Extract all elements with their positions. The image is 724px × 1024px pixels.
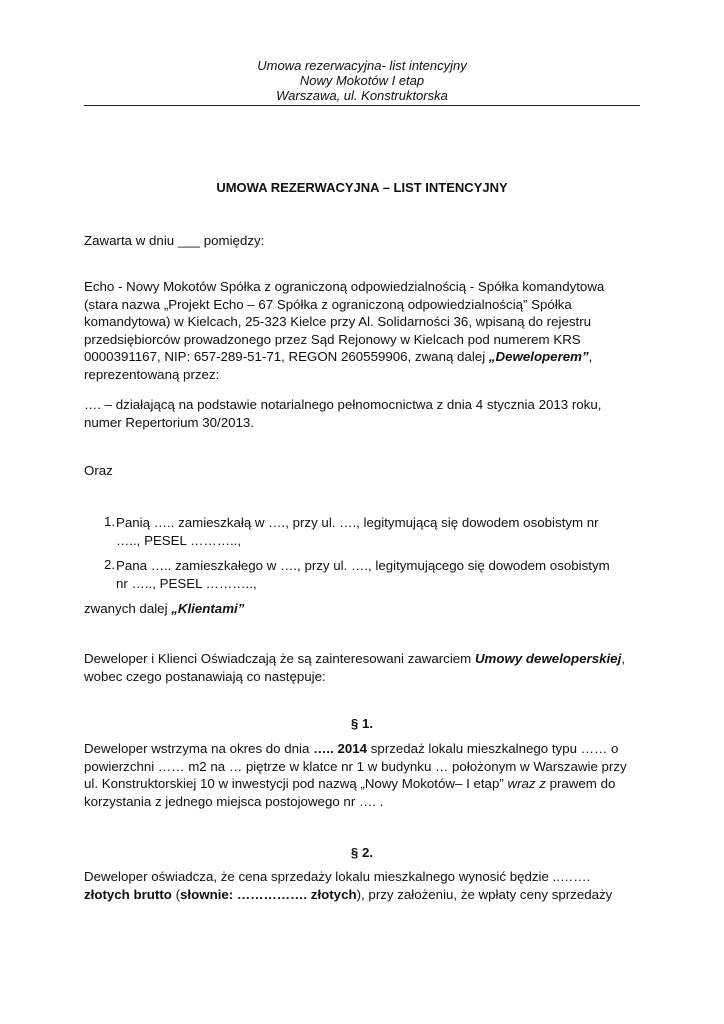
proxy-line-2: numer Repertorium 30/2013. <box>84 414 254 430</box>
client-1-item <box>116 514 640 549</box>
intro-paragraph: Zawarta w dniu ___ pomiędzy: <box>84 233 265 248</box>
client-2-line-2: nr ….., PESEL ……….., <box>116 575 257 591</box>
section-2-heading: § 2. <box>350 845 374 860</box>
developer-line-2: (stara nazwa „Projekt Echo – 67 Spółka z ograniczoną odpowiedzialnością” Spółka <box>84 296 572 312</box>
client-1-line-2: ….., PESEL ……….., <box>116 532 242 548</box>
client-2-number: 2. <box>104 557 116 572</box>
section-1-line-1 <box>84 740 640 758</box>
clients-term: „Klientami” <box>171 601 245 616</box>
client-2-line-1: Pana ….. zamieszkałego w …., przy ul. …., legitymującego się dowodem osobistym <box>116 558 610 573</box>
developer-line-5-text: 0000391167, NIP: 657-289-51-71, REGON 260559906, zwaną dalej <box>84 349 489 364</box>
section-1-italic: wraz z <box>507 776 546 791</box>
section-1-line-3 <box>84 775 640 793</box>
section-1-heading: § 1. <box>350 716 374 731</box>
section-1-paragraph <box>84 740 640 810</box>
section-2-paragraph <box>84 868 640 903</box>
developer-line-5 <box>84 348 640 366</box>
section-2-paren: ( <box>171 886 181 902</box>
developer-line-1: Echo - Nowy Mokotów Spółka z ograniczoną odpowiedzialnością - Spółka komandytowa <box>84 279 605 294</box>
developer-line-3: komandytowa) w Kielcach, 25-323 Kielce przy Al. Solidarności 36, wpisaną do rejestru <box>84 314 592 329</box>
declaration-paragraph <box>84 650 640 685</box>
oraz-label: Oraz <box>84 463 113 478</box>
section-1-line-3-text: ul. Konstruktorskiej 10 w inwestycji pod nazwą „Nowy Mokotów– I etap” <box>84 776 508 791</box>
developer-term: „Deweloperem” <box>488 349 589 364</box>
header-line-2: Nowy Mokotów I etap <box>299 73 425 88</box>
document-header <box>84 58 640 103</box>
section-1-line-3-end: prawem do <box>545 776 616 791</box>
header-line-3: Warszawa, ul. Konstruktorska <box>276 88 448 103</box>
developer-line-4: przedsiębiorców prowadzonego przez Sąd Rejonowy w Kielcach pod numerem KRS <box>84 331 581 347</box>
developer-line-5-end: , <box>588 349 593 364</box>
price-gross: złotych brutto <box>84 886 172 902</box>
developer-paragraph <box>84 278 640 383</box>
section-1-line-2: powierzchni …… m2 na … piętrze w klatce nr 1 w budynku … położonym w Warszawie przy <box>84 758 627 774</box>
declaration-text: Deweloper i Klienci Oświadczają że są zainteresowani zawarciem <box>84 651 475 666</box>
reservation-deadline: ….. 2014 <box>313 741 368 756</box>
header-line-1: Umowa rezerwacyjna- list intencyjny <box>257 58 467 73</box>
developer-agreement-term: Umowy deweloperskiej <box>474 651 622 666</box>
section-1-line-4: korzystania z jednego miejsca postojowego nr …. . <box>84 793 384 809</box>
developer-line-6: reprezentowaną przez: <box>84 366 220 382</box>
price-in-words: słownie: ……………. złotych <box>180 886 357 902</box>
section-2-line-2 <box>84 886 640 904</box>
section-2-line-2-end: ), przy założeniu, że wpłaty ceny sprzedaży <box>356 886 613 902</box>
section-1-line-1-end: sprzedaż lokalu mieszkalnego typu …… o <box>367 741 619 756</box>
declaration-line-1 <box>84 650 640 668</box>
declaration-end: , <box>621 651 625 666</box>
clients-named-line <box>84 600 640 618</box>
section-2-line-1: Deweloper oświadcza, że cena sprzedaży lokalu mieszkalnego wynosić będzie ..……. <box>84 869 591 884</box>
client-1-line-1: Panią ….. zamieszkałą w …., przy ul. …., legitymującą się dowodem osobistym nr <box>116 515 599 530</box>
proxy-paragraph <box>84 396 640 431</box>
proxy-line-1: …. – działającą na podstawie notarialnego pełnomocnictwa z dnia 4 stycznia 2013 roku, <box>84 397 602 412</box>
client-2-item <box>116 557 640 592</box>
document-title: UMOWA REZERWACYJNA – LIST INTENCYJNY <box>216 180 508 195</box>
clients-named-text: zwanych dalej <box>84 601 172 616</box>
section-1-line-1-text: Deweloper wstrzyma na okres do dnia <box>84 741 314 756</box>
header-divider <box>84 105 640 106</box>
declaration-line-2: wobec czego postanawiają co następuje: <box>84 668 326 684</box>
client-1-number: 1. <box>104 514 116 529</box>
